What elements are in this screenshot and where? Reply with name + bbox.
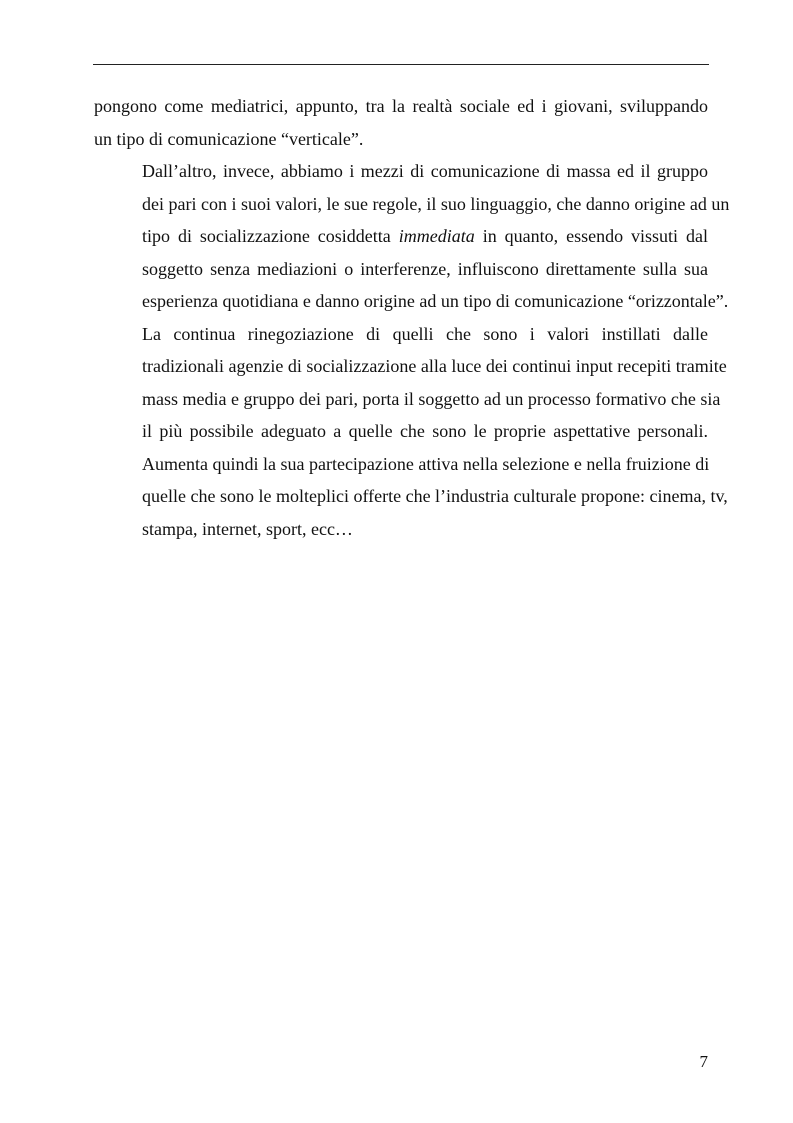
emphasis-text: immediata — [398, 226, 475, 246]
text-line: dei pari con i suoi valori, le sue regole, il suo linguaggio, che danno origine ad un — [142, 193, 730, 214]
header-rule — [93, 64, 709, 65]
text-line: pongono come mediatrici, appunto, tra la realtà sociale ed i giovani, sviluppando — [94, 96, 708, 116]
text-fragment: tipo di socializzazione cosiddetta — [142, 226, 399, 246]
text-line: soggetto senza mediazioni o interferenze, influiscono direttamente sulla sua — [142, 258, 708, 279]
text-line: esperienza quotidiana e danno origine ad un tipo di comunicazione “orizzontale”. — [142, 291, 729, 311]
text-line: La continua rinegoziazione di quelli che sono i valori instillati dalle — [142, 323, 708, 344]
text-line: Dall’altro, invece, abbiamo i mezzi di comunicazione di massa ed il gruppo — [142, 161, 708, 181]
paragraph-3 — [94, 318, 728, 546]
paragraph-2 — [94, 155, 730, 318]
text-line: tradizionali agenzie di socializzazione alla luce dei continui input recepiti tramite — [142, 356, 727, 376]
text-line: Aumenta quindi la sua partecipazione attiva nella selezione e nella fruizione di — [142, 453, 710, 474]
text-line: quelle che sono le molteplici offerte che l’industria culturale propone: cinema, tv, — [142, 486, 728, 506]
text-line: mass media e gruppo dei pari, porta il soggetto ad un processo formativo che sia — [142, 388, 721, 409]
text-line: stampa, internet, sport, ecc… — [142, 518, 353, 539]
body-text — [94, 90, 730, 545]
text-line: il più possibile adeguato a quelle che sono le proprie aspettative personali. — [142, 421, 708, 441]
text-fragment: in quanto, essendo vissuti dal — [474, 226, 708, 246]
text-line: un tipo di comunicazione “verticale”. — [94, 128, 364, 149]
paragraph-1 — [94, 90, 708, 155]
page-number: 7 — [699, 1052, 708, 1071]
text-line-with-emphasis — [94, 220, 708, 253]
